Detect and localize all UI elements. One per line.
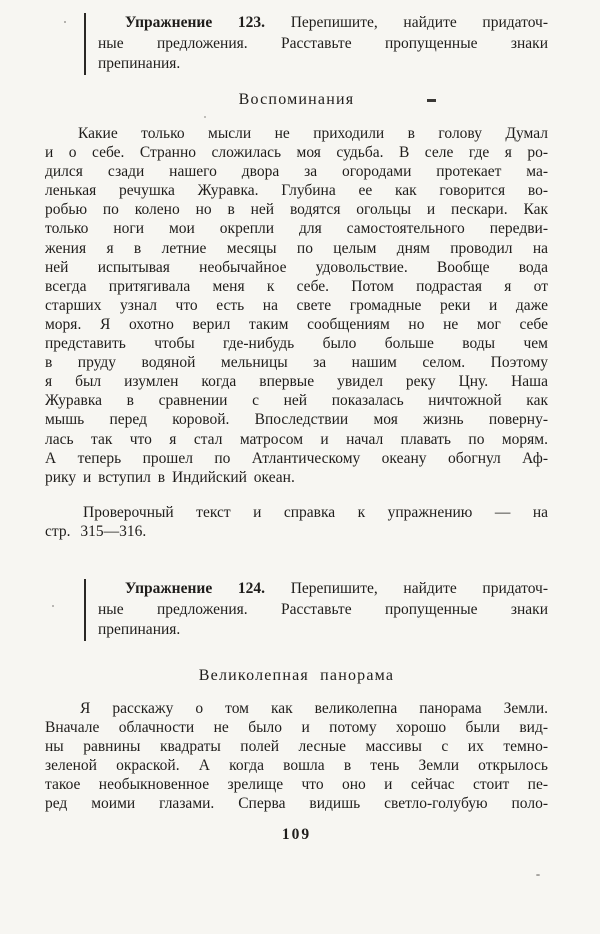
text-line: представить чтобы где-нибудь было больше воды чем [45, 335, 548, 353]
paragraph-memories [45, 124, 548, 487]
text-line: старших узнал что есть на свете громадные реки и даже [45, 296, 548, 314]
text-line: ны равнины квадраты полей лесные массивы с их темно- [45, 738, 548, 756]
text-line: Проверочный текст и справка к упражнению — на [83, 504, 548, 521]
text-line: ленькая речушка Журавка. Глубина ее как говорится во- [45, 182, 548, 200]
exercise-124-label: Упражнение 124. [125, 580, 266, 597]
instruction-line: препинания. [98, 621, 181, 639]
section-title-panorama: Великолепная панорама [198, 667, 395, 684]
scan-speck [204, 116, 206, 118]
scan-speck [52, 605, 54, 607]
text-line: такое необыкновенное зрелище что оно и сейчас стоит пе- [45, 776, 548, 794]
text-line: жения я в летние месяцы по целым дням проводил на [45, 239, 548, 257]
instruction-text: Перепишите, найдите придаточ- [265, 14, 549, 31]
exercise-124-instruction [84, 579, 548, 641]
exercise-123-label: Упражнение 123. [125, 14, 266, 31]
instruction-text: Перепишите, найдите придаточ- [265, 580, 549, 597]
text-line: А теперь прошел по Атлантическому океану обогнул Аф- [45, 449, 548, 467]
instruction-line: ные предложения. Расставьте пропущенные знаки [98, 600, 548, 618]
text-line: только ноги мои окрепли для самостоятельного передви- [45, 220, 548, 238]
instruction-line [98, 579, 548, 600]
text-line: моря. Я охотно верил таким сообщениям но не мог себе [45, 315, 548, 333]
text-line: Журавка в сравнении с ней показалась ничтожной как [45, 392, 548, 410]
exercise-123-instruction [84, 13, 548, 75]
scan-artifact-dash [427, 99, 436, 102]
text-line: в пруду водяной мельницы за нашим селом. Поэтому [45, 354, 548, 372]
paragraph-panorama [45, 699, 548, 814]
text-line: ней испытывая необычайное удовольствие. Вообще вода [45, 258, 548, 276]
text-line: Вначале облачности не было и потому хорошо были вид- [45, 719, 548, 737]
text-line: всегда притягивала меня к себе. Потом подрастая я от [45, 277, 548, 295]
instruction-line: препинания. [98, 55, 181, 73]
text-line: стр. 315—316. [45, 523, 147, 541]
text-line: робью по колено но в ней водятся огольцы и пескари. Как [45, 201, 548, 219]
text-line: дился сзади нашего двора за огородами протекает ма- [45, 163, 548, 181]
text-line: Какие только мысли не приходили в голову Думал [78, 125, 548, 142]
instruction-line: ные предложения. Расставьте пропущенные знаки [98, 34, 548, 52]
text-line: лась так что я стал матросом и начал плавать по морям. [45, 430, 548, 448]
text-line: я был изумлен когда впервые увидел реку Цну. Наша [45, 373, 548, 391]
text-line: зеленой окраской. А когда вошла в тень Земли открылось [45, 757, 548, 775]
text-line: ред моими глазами. Сперва видишь светло-голубую поло- [45, 795, 548, 813]
scan-speck [64, 21, 66, 23]
scan-speck [536, 874, 540, 876]
text-line: мышь перед коровой. Впоследствии моя жизнь поверну- [45, 411, 548, 429]
text-line: Я расскажу о том как великолепна панорама Земли. [80, 700, 548, 717]
instruction-line [98, 13, 548, 34]
reference-note [45, 503, 548, 541]
section-title-memories: Воспоминания [238, 91, 355, 108]
page-number: 109 [281, 826, 312, 843]
text-line: и о себе. Странно сложилась моя судьба. В селе где я ро- [45, 144, 548, 162]
text-line: рику и вступил в Индийский океан. [45, 468, 295, 486]
